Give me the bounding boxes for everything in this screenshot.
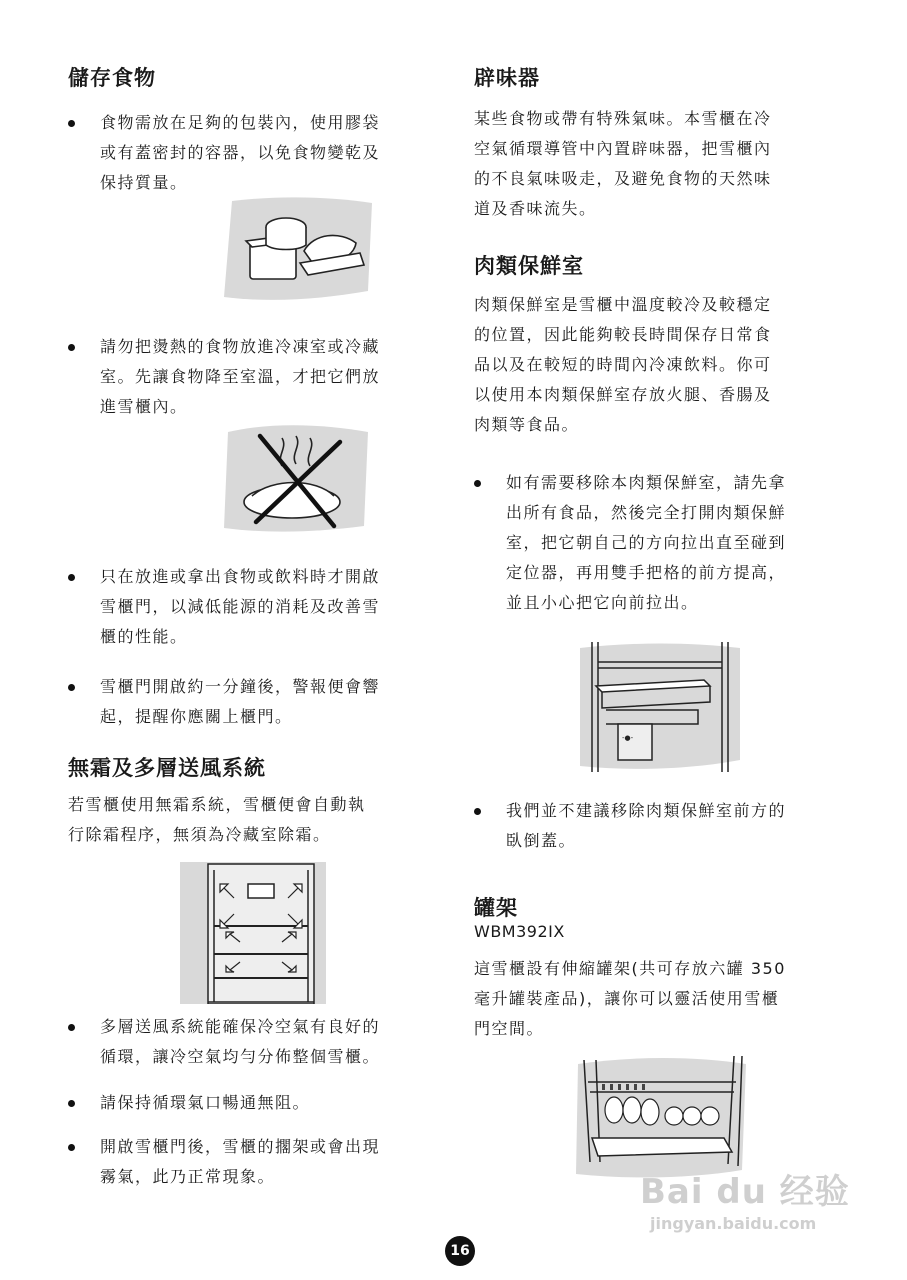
deodorizer-paragraph [474, 104, 874, 224]
heading-meat-chiller: 肉類保鮮室 [474, 254, 584, 278]
text-line: 室。先讓食物降至室溫，才把它們放 [100, 367, 381, 386]
can-rack-figure [574, 1052, 750, 1182]
text-line: 請保持循環氣口暢通無阻。 [100, 1093, 311, 1112]
watermark-url: jingyan.baidu.com [650, 1214, 817, 1233]
meat-chiller-figure [578, 640, 742, 774]
model-number: WBM392IX [474, 922, 565, 941]
text-line: 食物需放在足夠的包裝內，使用膠袋 [100, 113, 381, 132]
food-containers-figure [222, 193, 374, 305]
text-line: 循環，讓冷空氣均勻分佈整個雪櫃。 [100, 1047, 381, 1066]
text-line: 肉類等食品。 [474, 415, 580, 434]
meat-chiller-paragraph [474, 290, 874, 440]
text-line: 請勿把燙熱的食物放進冷凍室或冷藏 [100, 337, 381, 356]
text-line: 並且小心把它向前拉出。 [506, 593, 699, 612]
text-line: 肉類保鮮室是雪櫃中溫度較冷及較穩定 [474, 295, 772, 314]
bullet-dot [68, 120, 75, 127]
text-line: 定位器，再用雙手把格的前方提高， [506, 563, 787, 582]
text-line: 的不良氣味吸走，及避免食物的天然味 [474, 169, 772, 188]
text-line: 雪櫃門開啟約一分鐘後，警報便會響 [100, 677, 381, 696]
hot-food-crossed-figure [222, 418, 370, 534]
text-line: 出所有食品，然後完全打開肉類保鮮 [506, 503, 787, 522]
text-line: 多層送風系統能確保冷空氣有良好的 [100, 1017, 381, 1036]
bullet-dot [68, 344, 75, 351]
text-line: 某些食物或帶有特殊氣味。本雪櫃在冷 [474, 109, 772, 128]
text-line: 臥倒蓋。 [506, 831, 577, 850]
text-line: 道及香味流失。 [474, 199, 597, 218]
text-line: 雪櫃門，以減低能源的消耗及改善雪 [100, 597, 381, 616]
text-line: 的位置，因此能夠較長時間保存日常食 [474, 325, 772, 344]
text-line: 室，把它朝自己的方向拉出直至碰到 [506, 533, 787, 552]
text-line: 行除霜程序，無須為冷藏室除霜。 [68, 825, 331, 844]
bullet-dot [68, 1024, 75, 1031]
svg-text:-●-: -●- [622, 734, 634, 742]
text-line: 如有需要移除本肉類保鮮室，請先拿 [506, 473, 787, 492]
text-line: 只在放進或拿出食物或飲料時才開啟 [100, 567, 381, 586]
frost-free-paragraph [68, 790, 458, 850]
watermark-brand: Bai du 经验 [640, 1172, 850, 1212]
text-line: 或有蓋密封的容器，以免食物變乾及 [100, 143, 381, 162]
multi-airflow-figure [180, 862, 326, 1004]
page-number-badge: 16 [445, 1236, 475, 1266]
bullet-dot [68, 1144, 75, 1151]
text-line: 霧氣，此乃正常現象。 [100, 1167, 276, 1186]
bullet-dot [68, 1100, 75, 1107]
text-line: 空氣循環導管中內置辟味器，把雪櫃內 [474, 139, 772, 158]
can-rack-paragraph [474, 954, 874, 1044]
text-line: 保持質量。 [100, 173, 188, 192]
text-line: 若雪櫃使用無霜系統，雪櫃便會自動執 [68, 795, 366, 814]
bullet-dot [68, 684, 75, 691]
text-line: 開啟雪櫃門後，雪櫃的擱架或會出現 [100, 1137, 381, 1156]
text-line: 我們並不建議移除肉類保鮮室前方的 [506, 801, 787, 820]
heading-can-rack: 罐架 [474, 896, 518, 920]
text-line: 門空間。 [474, 1019, 545, 1038]
heading-deodorizer: 辟味器 [474, 66, 540, 90]
heading-frost-free: 無霜及多層送風系統 [68, 756, 266, 780]
text-line: 品以及在較短的時間內冷凍飲料。你可 [474, 355, 772, 374]
text-line: 這雪櫃設有伸縮罐架(共可存放六罐 350 [474, 959, 786, 978]
text-line: 進雪櫃內。 [100, 397, 188, 416]
bullet-dot [474, 480, 481, 487]
heading-food-storage: 儲存食物 [68, 66, 156, 90]
bullet-dot [68, 574, 75, 581]
text-line: 以使用本肉類保鮮室存放火腿、香腸及 [474, 385, 772, 404]
bullet-dot [474, 808, 481, 815]
text-line: 櫃的性能。 [100, 627, 188, 646]
text-line: 起，提醒你應關上櫃門。 [100, 707, 293, 726]
text-line: 毫升罐裝產品)，讓你可以靈活使用雪櫃 [474, 989, 780, 1008]
